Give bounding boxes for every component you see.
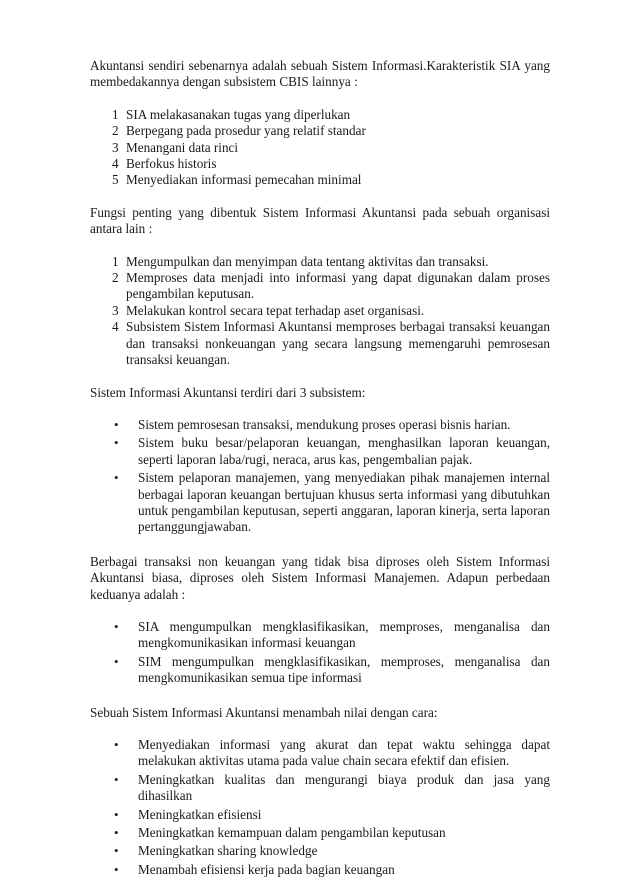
list-item <box>90 417 550 433</box>
list-number: 1 <box>112 253 119 269</box>
list-number: 4 <box>112 156 119 172</box>
list-item <box>90 470 550 536</box>
list-item-text: Sistem pelaporan manajemen, yang menyediakan pihak manajemen internal berbagai laporan keuangan bertujuan khusus serta informasi yang dibutuhkan untuk pengambilan keputusan, seperti anggaran, laporan kinerja, serta laporan pertanggungjawaban. <box>138 470 550 535</box>
paragraph-sia-value: Sebuah Sistem Informasi Akuntansi menambah nilai dengan cara: <box>90 704 438 720</box>
list-item <box>90 303 550 319</box>
list-number: 2 <box>112 270 119 286</box>
list-item <box>90 254 550 270</box>
bullet-icon: • <box>114 806 119 822</box>
paragraph-sia-intro: Akuntansi sendiri sebenarnya adalah sebuah Sistem Informasi.Karakteristik SIA yang membedakannya dengan subsistem CBIS lainnya : <box>90 58 550 90</box>
list-item-text: Meningkatkan kualitas dan mengurangi biaya produk dan jasa yang dihasilkan <box>138 771 550 804</box>
list-number: 3 <box>112 302 119 318</box>
list-item-text: SIA mengumpulkan mengklasifikasikan, memproses, menganalisa dan mengkomunikasikan informasi keuangan <box>138 618 550 651</box>
list-item <box>90 737 550 770</box>
bullet-icon: • <box>114 653 119 669</box>
list-item <box>90 270 550 303</box>
bullet-list-subsystems <box>90 417 550 536</box>
bullet-list-sia-sim <box>90 619 550 687</box>
list-item <box>90 435 550 468</box>
paragraph-sia-functions: Fungsi penting yang dibentuk Sistem Informasi Akuntansi pada sebuah organisasi antara lain : <box>90 204 550 237</box>
list-item-text: Menambah efisiensi kerja pada bagian keuangan <box>138 861 395 877</box>
list-item-text: Subsistem Sistem Informasi Akuntansi memproses berbagai transaksi keuangan dan transaksi nonkeuangan yang secara langsung memengaruhi pemrosesan transaksi keuangan. <box>126 319 550 368</box>
list-number: 3 <box>112 139 119 155</box>
list-item <box>90 172 550 188</box>
list-number: 4 <box>112 319 119 335</box>
list-item-text: Meningkatkan sharing knowledge <box>138 843 318 859</box>
document-page <box>90 58 550 880</box>
list-item <box>90 107 550 123</box>
bullet-list-added-value <box>90 737 550 878</box>
paragraph-sia-vs-sim: Berbagai transaksi non keuangan yang tidak bisa diproses oleh Sistem Informasi Akuntansi biasa, diproses oleh Sistem Informasi Manajemen. Adapun perbedaan keduanya adalah : <box>90 553 550 602</box>
list-item <box>90 156 550 172</box>
list-item <box>90 319 550 368</box>
bullet-icon: • <box>114 861 119 877</box>
list-item-text: Meningkatkan efisiensi <box>138 806 262 822</box>
list-item-text: SIM mengumpulkan mengklasifikasikan, memproses, menganalisa dan mengkomunikasikan semua tipe informasi <box>138 653 550 686</box>
list-item-text: Meningkatkan kemampuan dalam pengambilan keputusan <box>138 825 446 841</box>
list-item-text: SIA melakasanakan tugas yang diperlukan <box>126 106 351 122</box>
bullet-icon: • <box>114 843 119 859</box>
paragraph-sia-subsystems: Sistem Informasi Akuntansi terdiri dari 3 subsistem: <box>90 384 366 400</box>
bullet-icon: • <box>114 435 119 451</box>
list-item <box>90 772 550 805</box>
list-item <box>90 843 550 859</box>
list-number: 5 <box>112 172 119 188</box>
list-item-text: Memproses data menjadi into informasi yang dapat digunakan dalam proses pengambilan keputusan. <box>126 270 550 302</box>
list-number: 1 <box>112 106 119 122</box>
list-item-text: Menyediakan informasi yang akurat dan tepat waktu sehingga dapat melakukan aktivitas utama pada value chain secara efektif dan efisien. <box>138 737 550 769</box>
list-item-text: Menyediakan informasi pemecahan minimal <box>126 172 362 188</box>
list-item-text: Melakukan kontrol secara tepat terhadap aset organisasi. <box>126 302 425 318</box>
bullet-icon: • <box>114 416 119 432</box>
bullet-icon: • <box>114 737 119 752</box>
list-item <box>90 807 550 823</box>
bullet-icon: • <box>114 470 119 486</box>
list-item <box>90 140 550 156</box>
list-item <box>90 862 550 878</box>
list-item-text: Menangani data rinci <box>126 139 239 155</box>
list-number: 2 <box>112 123 119 139</box>
list-item <box>90 825 550 841</box>
list-item-text: Mengumpulkan dan menyimpan data tentang aktivitas dan transaksi. <box>126 253 489 269</box>
list-item-text: Berfokus historis <box>126 156 217 172</box>
list-item-text: Berpegang pada prosedur yang relatif standar <box>126 123 366 139</box>
numbered-list-sia-functions <box>90 254 550 369</box>
list-item-text: Sistem pemrosesan transaksi, mendukung proses operasi bisnis harian. <box>138 416 511 432</box>
bullet-icon: • <box>114 771 119 787</box>
list-item <box>90 654 550 687</box>
numbered-list-sia-characteristics <box>90 107 550 189</box>
bullet-icon: • <box>114 618 119 634</box>
list-item <box>90 123 550 139</box>
bullet-icon: • <box>114 825 119 841</box>
list-item-text: Sistem buku besar/pelaporan keuangan, menghasilkan laporan keuangan, seperti laporan laba/rugi, neraca, arus kas, pengembalian pajak. <box>138 435 550 467</box>
list-item <box>90 619 550 652</box>
